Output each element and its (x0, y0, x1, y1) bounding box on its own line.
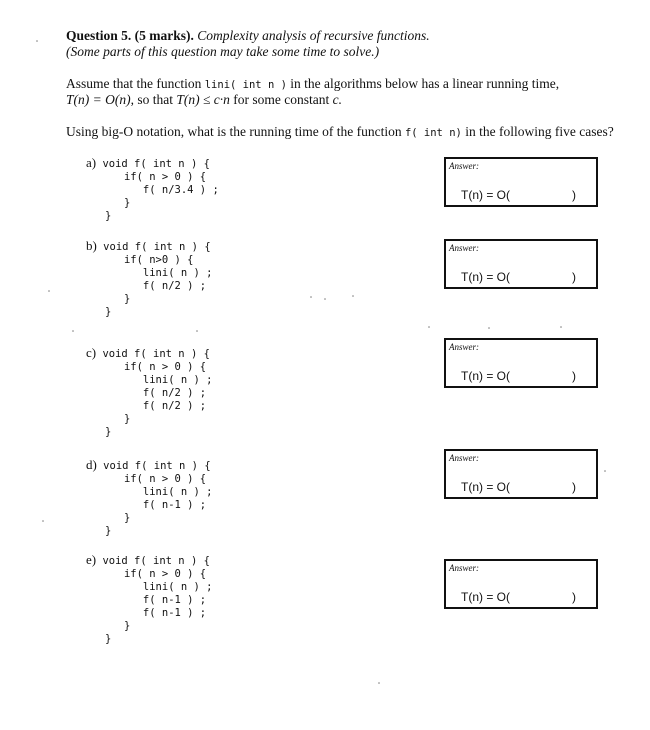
answer-box-d[interactable] (444, 449, 598, 499)
answer-prefix: T(n) = O( (461, 369, 511, 383)
answer-box-b[interactable] (444, 239, 598, 289)
question-topic: Complexity analysis of recursive functions. (197, 28, 430, 43)
case-c-label: c) (86, 345, 97, 360)
case-a-label: a) (86, 155, 97, 170)
case-e-label: e) (86, 552, 97, 567)
answer-box-c[interactable] (444, 338, 598, 388)
answer-prefix: T(n) = O( (461, 480, 511, 494)
scan-speck (378, 682, 380, 684)
answer-box-a[interactable] (444, 157, 598, 207)
answer-label: Answer: (449, 563, 479, 573)
case-d-label: d) (86, 457, 97, 472)
scan-speck (560, 326, 562, 328)
answer-label: Answer: (449, 243, 479, 253)
answer-label: Answer: (449, 453, 479, 463)
prompt-line: Using big-O notation, what is the running time of the function f( int n) in the following five cases? (66, 124, 614, 139)
answer-suffix: ) (572, 270, 576, 284)
intro-line-1: Assume that the function lini( int n ) in the algorithms below has a linear running time, (66, 76, 560, 91)
answer-label: Answer: (449, 342, 479, 352)
answer-suffix: ) (572, 188, 576, 202)
answer-suffix: ) (572, 590, 576, 604)
question-title (66, 28, 430, 44)
scan-speck (36, 40, 38, 42)
case-c-code: c) void f( int n ) { if( n > 0 ) { lini( n ) ; f( n/2 ) ; f( n/2 ) ; } } (86, 345, 213, 438)
answer-prefix: T(n) = O( (461, 188, 511, 202)
case-a-code: a) void f( int n ) { if( n > 0 ) { f( n/3.4 ) ; } } (86, 155, 219, 222)
case-b-code: b) void f( int n ) { if( n>0 ) { lini( n ) ; f( n/2 ) ; } } (86, 238, 213, 318)
scan-speck (488, 327, 490, 329)
case-e-code: e) void f( int n ) { if( n > 0 ) { lini( n ) ; f( n-1 ) ; f( n-1 ) ; } } (86, 552, 213, 645)
scan-speck (352, 295, 354, 297)
lini-signature: lini( int n ) (204, 79, 287, 91)
scan-speck (72, 330, 74, 332)
answer-prefix: T(n) = O( (461, 590, 511, 604)
question-number: Question 5. (5 marks). (66, 28, 194, 43)
question-subtitle: (Some parts of this question may take some time to solve.) (66, 44, 380, 59)
scan-speck (48, 290, 50, 292)
answer-prefix: T(n) = O( (461, 270, 511, 284)
answer-suffix: ) (572, 369, 576, 383)
case-b-label: b) (86, 238, 97, 253)
intro-line-2: T(n) = O(n), so that T(n) ≤ c·n for some constant c. (66, 92, 342, 107)
scan-speck (604, 470, 606, 472)
scan-speck (324, 298, 326, 300)
scan-speck (42, 520, 44, 522)
answer-label: Answer: (449, 161, 479, 171)
scan-speck (428, 326, 430, 328)
scan-speck (196, 330, 198, 332)
answer-box-e[interactable] (444, 559, 598, 609)
f-signature: f( int n) (404, 127, 462, 139)
scan-speck (310, 296, 312, 298)
case-d-code: d) void f( int n ) { if( n > 0 ) { lini( n ) ; f( n-1 ) ; } } (86, 457, 213, 537)
answer-suffix: ) (572, 480, 576, 494)
